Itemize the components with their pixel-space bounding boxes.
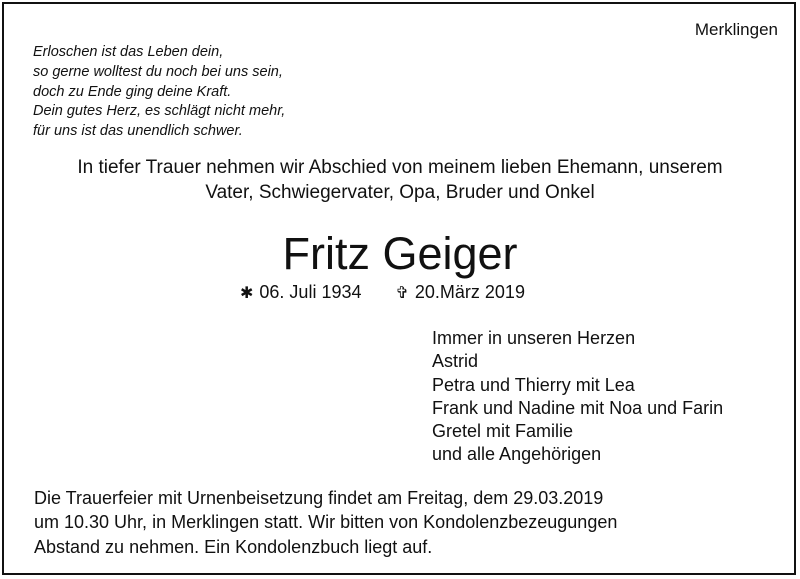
life-dates bbox=[240, 280, 525, 306]
poem-line: für uns ist das unendlich schwer. bbox=[33, 123, 243, 140]
notice-line: um 10.30 Uhr, in Merklingen statt. Wir bitten von Kondolenzbezeugungen bbox=[34, 512, 618, 533]
birth-date: 06. Juli 1934 bbox=[259, 282, 362, 302]
notice-line: Abstand zu nehmen. Ein Kondolenzbuch liegt auf. bbox=[34, 536, 433, 557]
intro-line: In tiefer Trauer nehmen wir Abschied von meinem lieben Ehemann, unserem bbox=[77, 157, 723, 178]
poem-line: doch zu Ende ging deine Kraft. bbox=[33, 83, 232, 100]
poem-line: Erloschen ist das Leben dein, bbox=[33, 44, 224, 60]
deceased-name: Fritz Geiger bbox=[282, 228, 518, 279]
mourner-line: Gretel mit Familie bbox=[432, 421, 574, 442]
intro-line: Vater, Schwiegervater, Opa, Bruder und Onkel bbox=[205, 181, 595, 203]
poem-line: so gerne wolltest du noch bei uns sein, bbox=[33, 63, 283, 80]
poem-line: Dein gutes Herz, es schlägt nicht mehr, bbox=[33, 103, 286, 120]
birth-star-icon: ✱ bbox=[240, 285, 254, 302]
mourner-line: Frank und Nadine mit Noa und Farin bbox=[432, 397, 724, 418]
intro-text bbox=[0, 156, 800, 205]
mourner-line: Petra und Thierry mit Lea bbox=[432, 374, 635, 395]
mourner-line: Immer in unseren Herzen bbox=[432, 328, 636, 348]
notice-line: Die Trauerfeier mit Urnenbeisetzung findet am Freitag, dem 29.03.2019 bbox=[34, 488, 604, 508]
death-date: 20.März 2019 bbox=[414, 282, 525, 302]
memorial-poem bbox=[33, 43, 285, 142]
mourner-line: Astrid bbox=[432, 351, 479, 372]
location-label: Merklingen bbox=[694, 20, 778, 39]
funeral-notice bbox=[34, 486, 617, 559]
mourner-line: und alle Angehörigen bbox=[432, 444, 602, 465]
mourners-list bbox=[432, 327, 723, 467]
death-cross-icon: ✞ bbox=[395, 285, 409, 302]
